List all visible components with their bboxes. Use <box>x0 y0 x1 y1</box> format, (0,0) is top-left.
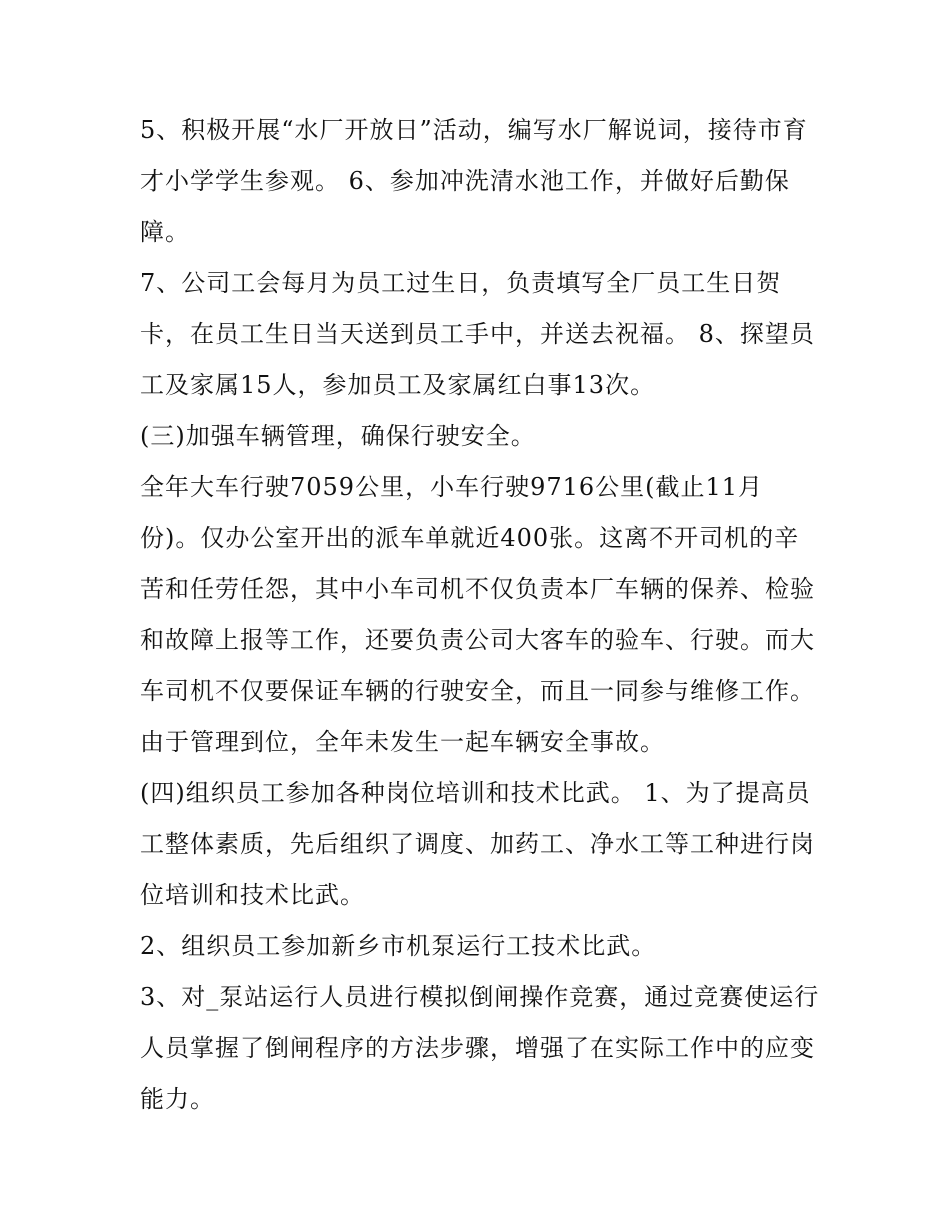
paragraph-union-birthday: 7、公司工会每月为员工过生日，负责填写全厂员工生日贺卡，在员工生日当天送到员工手中，并送去祝福。 8、探望员工及家属15人，参加员工及家属红白事13次。 <box>140 269 815 399</box>
paragraph-open-day: 5、积极开展“水厂开放日”活动，编写水厂解说词，接待市育才小学学生参观。 6、参加冲洗清水池工作，并做好后勤保障。 <box>140 116 808 246</box>
section-heading-vehicle-management: (三)加强车辆管理，确保行驶安全。 <box>140 422 536 450</box>
paragraph-switching-competition: 3、对_泵站运行人员进行模拟倒闸操作竞赛，通过竞赛使运行人员掌握了倒闸程序的方法步骤，增强了在实际工作中的应变能力。 <box>140 983 820 1113</box>
document-body <box>140 105 820 1125</box>
paragraph-pump-competition: 2、组织员工参加新乡市机泵运行工技术比武。 <box>140 932 657 960</box>
paragraph-vehicle-mileage: 全年大车行驶7059公里，小车行驶9716公里(截止11月份)。仅办公室开出的派车单就近400张。这离不开司机的辛苦和任劳任怨，其中小车司机不仅负责本厂车辆的保养、检验和故障上报等工作，还要负责公司大客车的验车、行驶。而大车司机不仅要保证车辆的行驶安全，而且一同参与维修工作。由于管理到位，全年未发生一起车辆安全事故。 <box>140 473 815 756</box>
paragraph-training-competition: (四)组织员工参加各种岗位培训和技术比武。 1、为了提高员工整体素质，先后组织了调度、加药工、净水工等工种进行岗位培训和技术比武。 <box>140 779 815 909</box>
